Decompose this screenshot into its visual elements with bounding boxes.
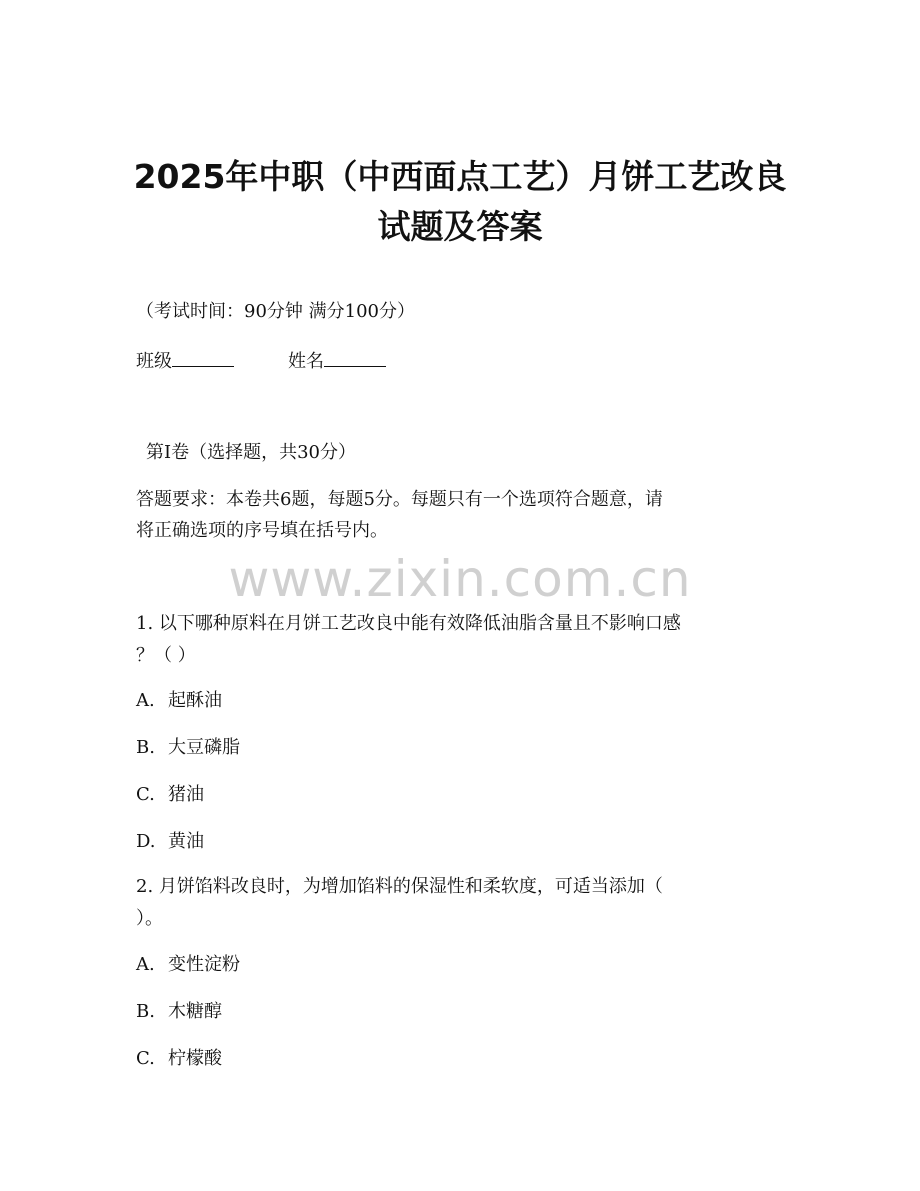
- watermark: www.zixin.com.cn: [228, 550, 692, 608]
- question-2-text-line-1: 2. 月饼馅料改良时，为增加馅料的保湿性和柔软度，可适当添加（: [136, 876, 663, 897]
- option-letter: A.: [136, 954, 155, 975]
- option-text: 黄油: [168, 831, 204, 852]
- option-text: 木糖醇: [168, 1001, 222, 1022]
- question-1-option-b: [136, 735, 786, 761]
- document-title-line-1: 2025年中职（中西面点工艺）月饼工艺改良: [133, 157, 787, 196]
- option-letter: B.: [136, 1001, 155, 1022]
- question-2-option-b: [136, 999, 786, 1025]
- section-requirement-line-1: 答题要求：本卷共6题，每题5分。每题只有一个选项符合题意，请: [136, 489, 663, 510]
- class-blank: [172, 348, 234, 367]
- option-text: 柠檬酸: [168, 1048, 222, 1069]
- option-letter: A.: [136, 690, 155, 711]
- option-letter: B.: [136, 737, 155, 758]
- name-blank: [324, 348, 386, 367]
- question-1-text-line-2: ？（ ）: [136, 645, 196, 666]
- exam-info: （考试时间：90分钟 满分100分）: [136, 301, 415, 322]
- document-title-line-2: 试题及答案: [377, 207, 543, 246]
- question-2-option-a: [136, 952, 786, 978]
- option-text: 起酥油: [168, 690, 222, 711]
- name-label: 姓名: [288, 351, 324, 372]
- option-letter: D.: [136, 831, 156, 852]
- option-text: 猪油: [168, 784, 204, 805]
- section-heading: 第I卷（选择题，共30分）: [146, 442, 357, 463]
- question-1-option-a: [136, 688, 786, 714]
- question-2-text-line-2: ）。: [136, 908, 163, 929]
- option-text: 大豆磷脂: [168, 737, 240, 758]
- question-1-option-d: [136, 829, 786, 855]
- question-1-option-c: [136, 782, 786, 808]
- class-label: 班级: [136, 351, 172, 372]
- section-requirement-line-2: 将正确选项的序号填在括号内。: [136, 520, 388, 541]
- option-letter: C.: [136, 784, 155, 805]
- student-info: [136, 348, 786, 375]
- question-1-text-line-1: 1. 以下哪种原料在月饼工艺改良中能有效降低油脂含量且不影响口感: [136, 613, 681, 634]
- question-2-option-c: [136, 1046, 786, 1072]
- option-text: 变性淀粉: [168, 954, 240, 975]
- option-letter: C.: [136, 1048, 155, 1069]
